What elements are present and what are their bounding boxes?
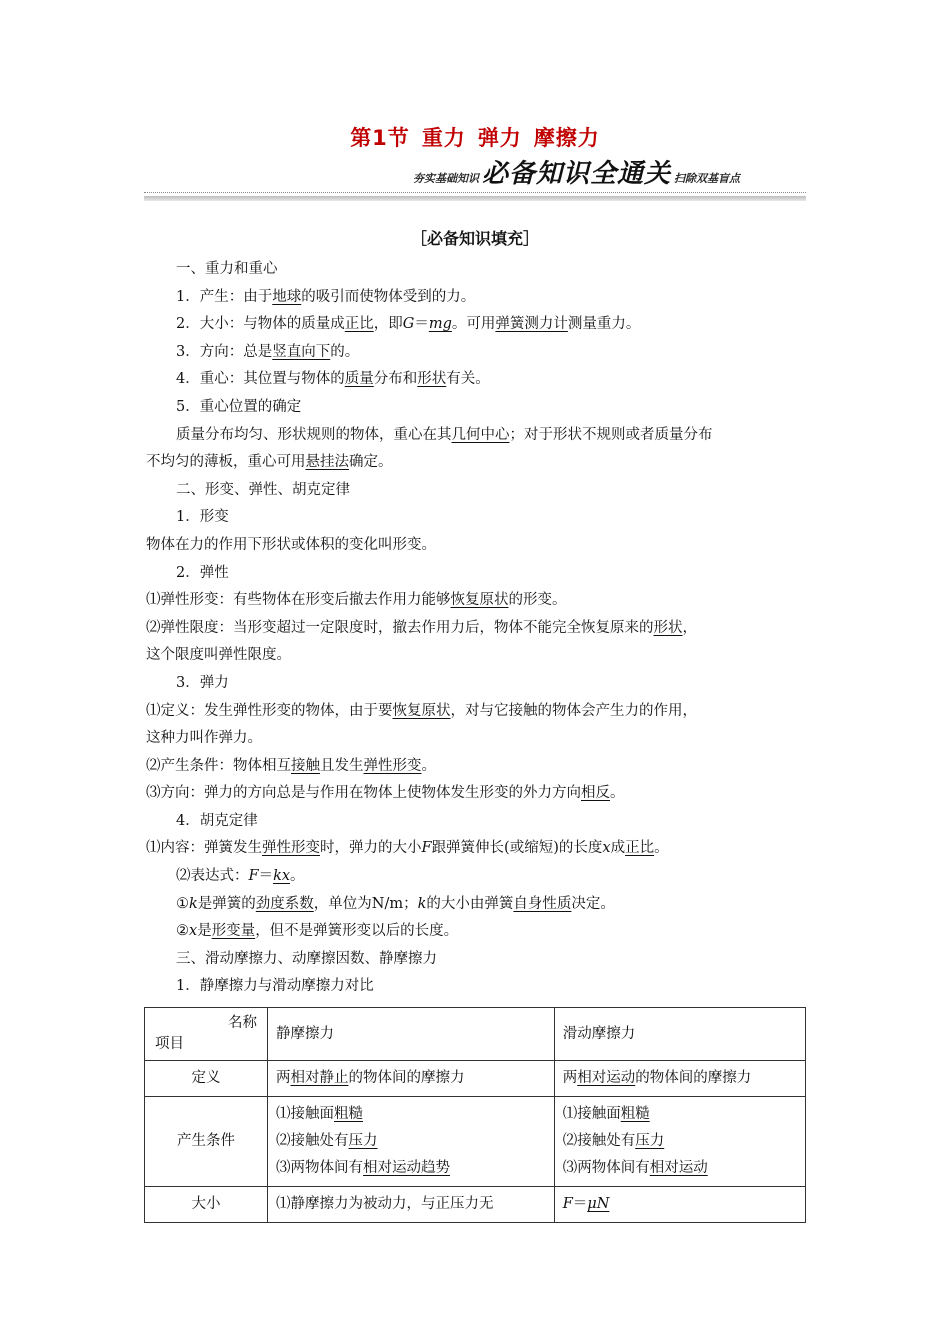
heading-friction: 三、滑动摩擦力、动摩擦因数、静摩擦力 [176,950,437,967]
banner-main-text: 必备知识全通关 [481,159,671,189]
answer-blank: 竖直向下 [272,343,331,360]
answer-blank: 相对静止 [290,1070,349,1086]
table-row [145,1008,806,1061]
row-label-magnitude: 大小 [145,1187,268,1223]
answer-blank: 相对运动 [649,1160,708,1176]
answer-blank: 粗糙 [334,1106,363,1122]
paragraph: ①k是弹簧的劲度系数，单位为N/m；k的大小由弹簧自身性质决定。 [176,895,615,912]
table-cell: F＝μN [554,1187,805,1223]
table-cell: ⑴接触面粗糙 ⑵接触处有压力 ⑶两物体间有相对运动趋势 [268,1097,555,1187]
title-topic-friction: 摩擦力 [533,126,600,150]
title-section-number: 第1节 [350,126,410,150]
answer-blank: 形状 [417,371,447,388]
answer-blank: 地球 [272,288,302,305]
column-header-sliding: 滑动摩擦力 [554,1008,805,1061]
paragraph: 3．弹力 [176,674,229,691]
title-topic-gravity: 重力 [421,126,466,150]
answer-blank: μN [587,1196,610,1212]
row-label-definition: 定义 [145,1061,268,1097]
banner-thick-rule [144,196,806,201]
table-cell: 两相对静止的物体间的摩擦力 [268,1061,555,1097]
paragraph: 这个限度叫弹性限度。 [146,647,291,664]
answer-blank: 正比 [344,316,374,333]
page-title [0,122,950,152]
row-label-conditions: 产生条件 [145,1097,268,1187]
paragraph: 物体在力的作用下形状或体积的变化叫形变。 [146,536,436,553]
answer-blank: mg [428,316,452,333]
answer-blank: 接触 [291,757,320,774]
table-cell: ⑴接触面粗糙 ⑵接触处有压力 ⑶两物体间有相对运动 [554,1097,805,1187]
answer-blank: 正比 [625,840,655,857]
table-row [145,1061,806,1097]
answer-blank: 相反 [581,785,610,802]
banner-right-text: 扫除双基盲点 [674,172,740,185]
title-topic-elastic: 弹力 [477,126,522,150]
paragraph: ⑵表达式：F＝kx。 [176,868,305,885]
paragraph: 2．大小：与物体的质量成正比，即G＝mg。可用弹簧测力计测量重力。 [176,316,641,333]
paragraph: 1．静摩擦力与滑动摩擦力对比 [176,978,374,995]
friction-comparison-table [144,1007,806,1223]
answer-blank: 恢复原状 [392,702,451,719]
paragraph: 4．胡克定律 [176,812,258,829]
paragraph: ⑴定义：发生弹性形变的物体，由于要恢复原状，对与它接触的物体会产生力的作用， [146,702,697,719]
column-header-static: 静摩擦力 [268,1008,555,1061]
paragraph: 1．形变 [176,509,229,526]
paragraph: ⑵产生条件：物体相互接触且发生弹性形变。 [146,757,436,774]
banner-left-text: 夯实基础知识 [412,172,479,185]
paragraph: ⑴内容：弹簧发生弹性形变时，弹力的大小F跟弹簧伸长(或缩短)的长度x成正比。 [146,840,669,857]
paragraph: 4．重心：其位置与物体的质量分布和形状有关。 [176,371,490,388]
heading-deformation: 二、形变、弹性、胡克定律 [176,481,350,498]
answer-blank: 劲度系数 [255,895,314,912]
table-cell: ⑴静摩擦力为被动力，与正压力无 [268,1187,555,1223]
answer-blank: 恢复原状 [450,592,509,609]
answer-blank: 自身性质 [513,895,572,912]
paragraph: 3．方向：总是竖直向下的。 [176,343,360,360]
banner-dotted-rule [144,192,806,193]
paragraph: 这种力叫作弹力。 [146,730,262,747]
table-cell: 两相对运动的物体间的摩擦力 [554,1061,805,1097]
answer-blank: 粗糙 [620,1106,650,1122]
answer-blank: 弹簧测力计 [495,316,568,333]
table-row [145,1097,806,1187]
paragraph: 5．重心位置的确定 [176,398,302,415]
section-banner [144,158,806,200]
answer-blank: 相对运动 [577,1070,636,1086]
answer-blank: 悬挂法 [305,454,349,471]
corner-name-label: 名称 [228,1015,257,1031]
answer-blank: 几何中心 [451,426,510,443]
answer-blank: 压力 [348,1133,378,1149]
paragraph: 1．产生：由于地球的吸引而使物体受到的力。 [176,288,476,305]
answer-blank: 形状 [653,619,683,636]
answer-blank: 质量 [344,371,374,388]
answer-blank: kx [273,868,291,885]
table-corner-cell [145,1008,268,1061]
table-row [145,1187,806,1223]
answer-blank: 相对运动趋势 [363,1160,450,1176]
paragraph: ⑴弹性形变：有些物体在形变后撤去作用力能够恢复原状的形变。 [146,592,567,609]
section-heading: ［必备知识填充］ [410,229,539,248]
paragraph: ②x是形变量，但不是弹簧形变以后的长度。 [176,923,459,940]
answer-blank: 形变量 [211,923,256,940]
paragraph: 质量分布均匀、形状规则的物体，重心在其几何中心；对于形状不规则或者质量分布 [176,426,713,443]
paragraph: 不均匀的薄板，重心可用悬挂法确定。 [146,454,393,471]
corner-item-label: 项目 [155,1036,184,1052]
answer-blank: 压力 [635,1133,665,1149]
answer-blank: 弹性形变 [363,757,422,774]
paragraph: ⑵弹性限度：当形变超过一定限度时，撤去作用力后，物体不能完全恢复原来的形状， [146,619,697,636]
heading-gravity: 一、重力和重心 [176,261,278,277]
paragraph: 2．弹性 [176,564,229,581]
answer-blank: 弹性形变 [262,840,320,857]
paragraph: ⑶方向：弹力的方向总是与作用在物体上使物体发生形变的外力方向相反。 [146,785,625,802]
document-body [146,256,806,1001]
